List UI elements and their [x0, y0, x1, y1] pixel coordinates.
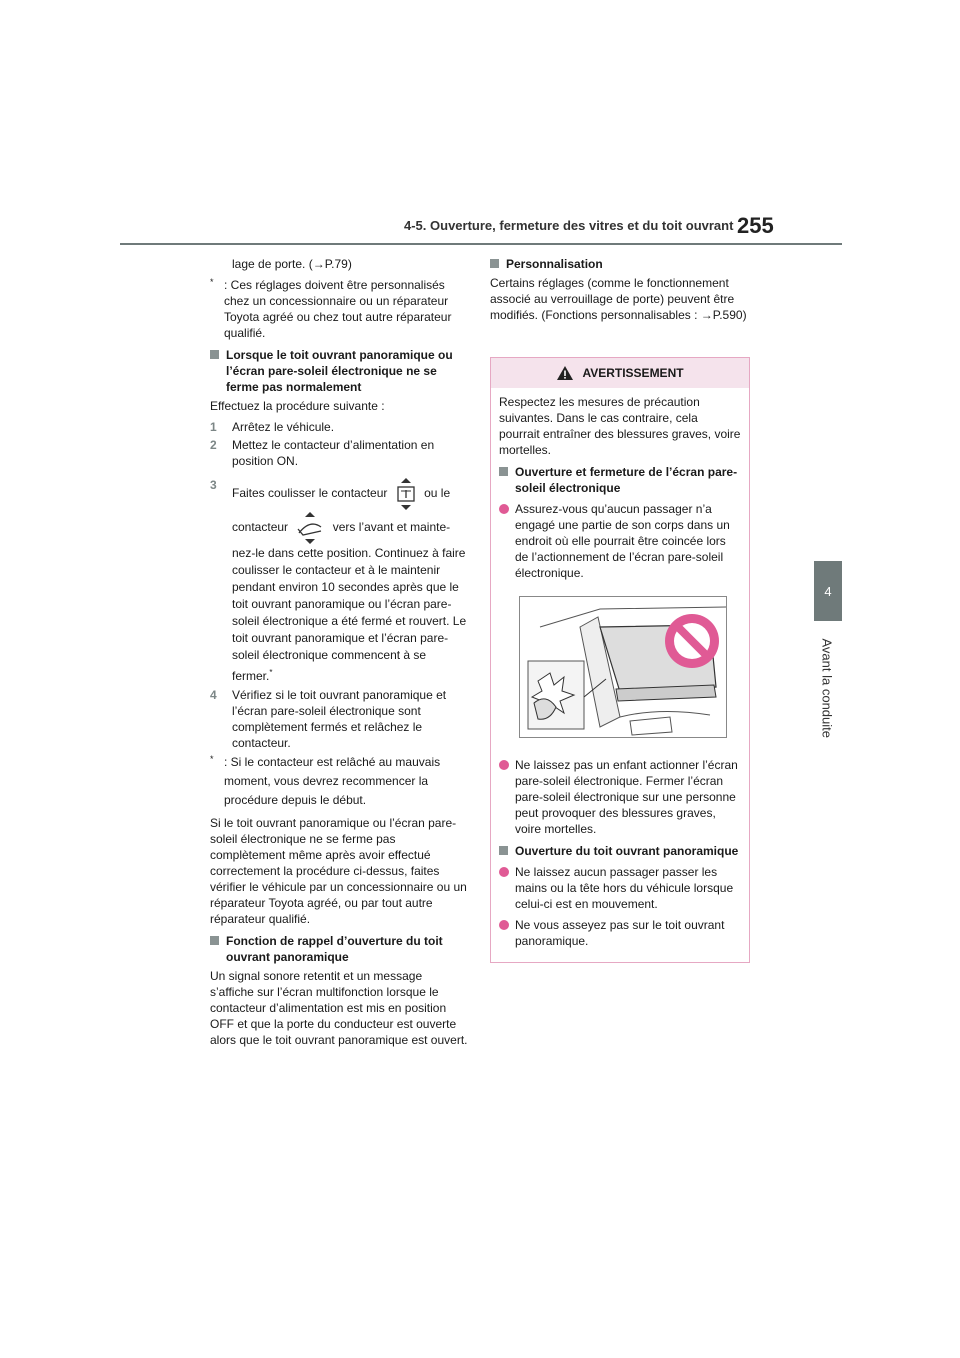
square-bullet-icon: [499, 467, 508, 476]
paragraph-service: Si le toit ouvrant panoramique ou l’écran pare-soleil électronique ne se ferme pas complètement même après avoir effectué correctement la procédure ci-dessus, faites vérifier le véhicule par un concessionnaire ou un réparateur Toyota agréé, ou par tout autre réparateur qualifié.: [210, 816, 467, 926]
warning-item-text: Ne laissez aucun passager passer les mains ou la tête hors du véhicule lorsque celui-ci est en mouvement.: [515, 865, 734, 911]
square-bullet-icon: [490, 259, 499, 268]
step-2: [210, 437, 468, 469]
heading-text: Personnalisation: [506, 257, 603, 271]
heading-customization: [490, 256, 752, 272]
step-text: Vérifiez si le toit ouvrant panoramique et l’écran pare-soleil électronique sont complètement fermés et relâchez le contacteur.: [232, 688, 447, 750]
warning-box: [490, 357, 750, 963]
warning-item-text: Ne laissez pas un enfant actionner l’écran pare-soleil électronique. Fermer l’écran pare-soleil électronique sur une personne peut provoquer des blessures graves, voire mortelles.: [515, 758, 738, 836]
bullet-dot-icon: [499, 760, 509, 770]
warning-intro: Respectez les mesures de précaution suivantes. Dans le cas contraire, cela pourrait entraîner des blessures graves, voire mortelles.: [499, 395, 741, 457]
section-title: 4-5. Ouverture, fermeture des vitres et du toit ouvrant: [404, 218, 734, 233]
left-column: [210, 256, 468, 1053]
heading-text: Ouverture du toit ouvrant panoramique: [515, 844, 739, 858]
continued-text: lage de porte. (→P.79): [232, 257, 352, 271]
procedure-intro: Effectuez la procédure suivante :: [210, 399, 385, 413]
sunroof-switch-icon: [295, 511, 325, 545]
step-1: [210, 419, 468, 435]
square-bullet-icon: [499, 846, 508, 855]
heading-reminder: [210, 933, 468, 965]
step-number: 1: [210, 420, 217, 434]
step-4: [210, 687, 468, 751]
footnote-marker: *: [269, 668, 273, 677]
warning-item-text: Ne vous asseyez pas sur le toit ouvrant panoramique.: [515, 918, 725, 948]
footnote-2: [210, 753, 468, 810]
warning-body: [491, 388, 749, 949]
paragraph-reminder: Un signal sonore retentit et un message s’affiche sur l’écran multifonction lorsque le contacteur d’alimentation est mis en position OFF et que la porte du conducteur est ouverte alors que le toit ouvrant panoramique est ouvert.: [210, 969, 468, 1047]
heading-text: Fonction de rappel d’ouverture du toit ouvrant panoramique: [226, 934, 443, 964]
step-text: ou le: [424, 486, 451, 501]
warning-header: [491, 358, 749, 388]
page-number: 255: [737, 213, 774, 238]
footnote-text: : Ces réglages doivent être personnalisés chez un concessionnaire ou un réparateur Toyota agréé ou chez tout autre réparateur qualifié.: [224, 278, 452, 340]
footnote-text: : Si le contacteur est relâché au mauvais moment, vous devrez recommencer la procédure depuis le début.: [224, 755, 441, 807]
step-number: 2: [210, 438, 217, 452]
square-bullet-icon: [210, 350, 219, 359]
warning-item-text: Assurez-vous qu’aucun passager n’a engagé une partie de son corps dans un endroit où elle pourrait être coincée lors de l’actionnement de l’écran pare-soleil électronique.: [515, 502, 730, 580]
sunshade-switch-icon: [395, 477, 417, 511]
step-text: Mettez le contacteur d’alimentation en position ON.: [232, 438, 435, 468]
warning-triangle-icon: [556, 365, 574, 381]
step-text: vers l’avant et mainte-: [332, 520, 451, 535]
warning-title: AVERTISSEMENT: [582, 366, 684, 380]
step-text: Faites coulisser le contacteur: [232, 486, 388, 501]
warning-item: [499, 501, 741, 581]
right-column: [490, 256, 752, 328]
chapter-label: Avant la conduite: [819, 638, 835, 738]
heading-text: Ouverture et fermeture de l’écran pare-soleil électronique: [515, 465, 738, 495]
square-bullet-icon: [210, 936, 219, 945]
warning-heading-sunshade: [499, 464, 741, 496]
step-text: Arrêtez le véhicule.: [232, 420, 335, 434]
heading-text: Lorsque le toit ouvrant panoramique ou l’écran pare-soleil électronique ne se ferme pas normalement: [226, 348, 453, 394]
footnote-1: [210, 277, 468, 341]
step-3: [210, 477, 468, 685]
warning-heading-sunroof: [499, 843, 741, 859]
warning-item: [499, 917, 741, 949]
footnote-marker: *: [210, 277, 214, 287]
chapter-tab[interactable]: 4: [814, 561, 842, 621]
heading-abnormal-close: [210, 347, 468, 395]
step-number: 4: [210, 688, 217, 702]
footnote-marker: *: [210, 754, 214, 764]
step-number: 3: [210, 478, 217, 492]
bullet-dot-icon: [499, 867, 509, 877]
paragraph-customization: Certains réglages (comme le fonctionnement associé au verrouillage de porte) peuvent être modifiés. (Fonctions personnalisables : →P.590): [490, 276, 747, 322]
header-rule: [120, 243, 842, 245]
sunshade-pinch-illustration: [519, 596, 727, 738]
step-text: nez-le dans cette position. Continuez à faire coulisser le contacteur et à le maintenir pendant environ 10 secondes après que le toit ouvrant panoramique ou l’écran pare-soleil électronique a été fermé et rouvert. Le toit ouvrant panoramique et l’écran pare-soleil électronique commencent à se fermer.: [232, 546, 467, 683]
bullet-dot-icon: [499, 920, 509, 930]
step-text: contacteur: [232, 520, 289, 535]
bullet-dot-icon: [499, 504, 509, 514]
warning-item: [499, 757, 741, 837]
warning-item: [499, 864, 741, 912]
